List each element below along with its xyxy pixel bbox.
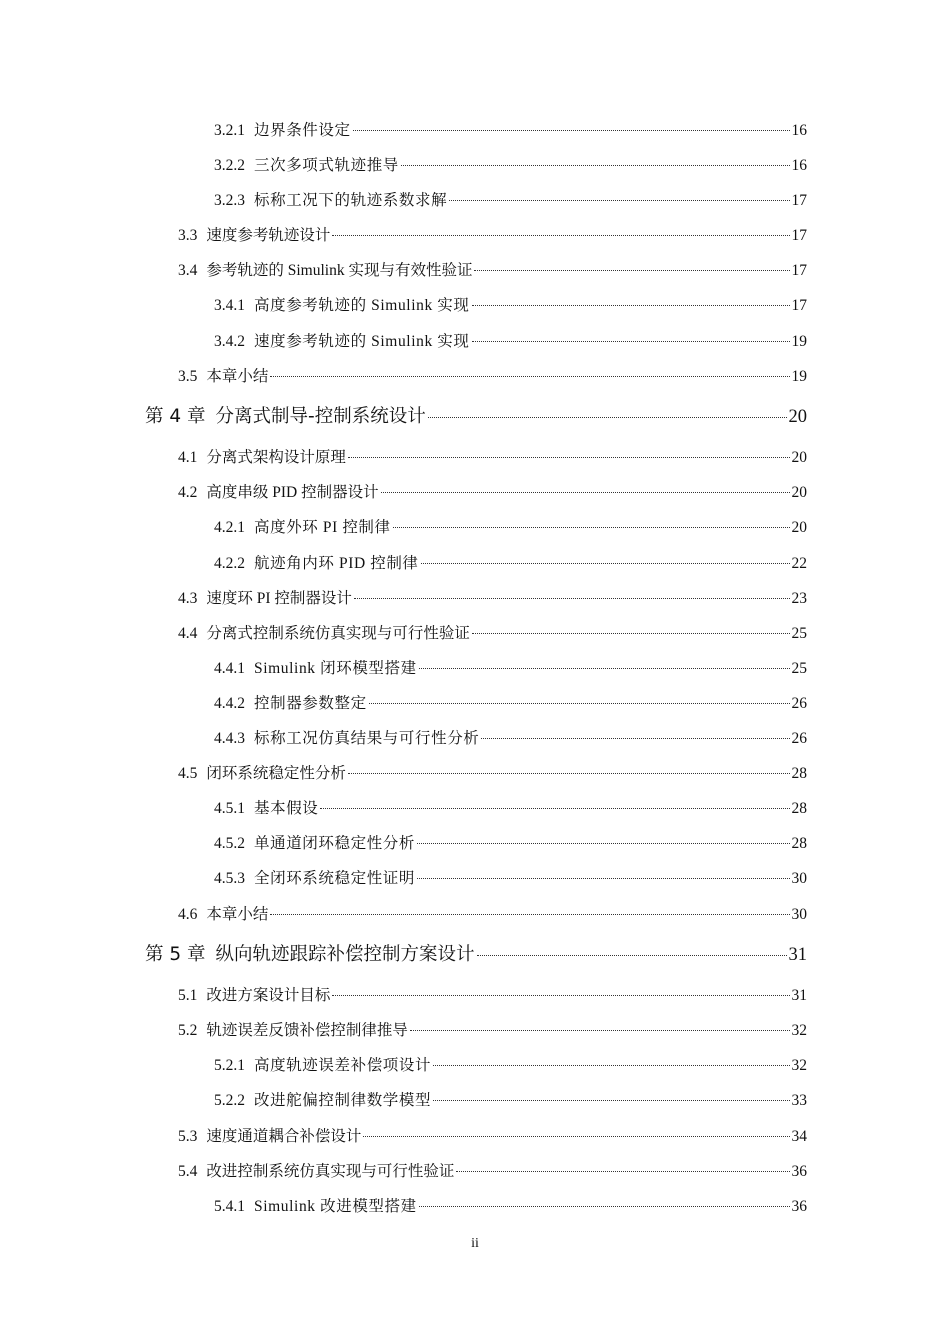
toc-section-entry[interactable]	[178, 761, 807, 783]
toc-entry-page: 26	[791, 730, 807, 747]
toc-chapter-entry[interactable]	[145, 402, 807, 428]
toc-entry-page: 17	[791, 227, 807, 244]
toc-section-entry[interactable]	[214, 551, 807, 573]
toc-dot-leader	[363, 1136, 789, 1137]
toc-entry-title: 高度外环 PI 控制律	[254, 519, 391, 536]
toc-entry-title: 标称工况仿真结果与可行性分析	[254, 730, 480, 747]
toc-section-entry[interactable]	[214, 329, 807, 351]
toc-entry-page: 31	[791, 987, 807, 1004]
toc-entry-number: 4.5.1	[214, 800, 245, 817]
toc-entry-number: 5.1	[178, 987, 198, 1004]
toc-entry-page: 20	[791, 449, 807, 466]
toc-dot-leader	[332, 995, 789, 996]
toc-entry-number: 5.3	[178, 1128, 198, 1145]
toc-dot-leader	[401, 165, 790, 166]
toc-dot-leader	[410, 1030, 790, 1031]
toc-entry-page: 19	[791, 368, 807, 385]
toc-entry-page: 36	[791, 1163, 807, 1180]
toc-section-entry[interactable]	[178, 258, 807, 280]
toc-entry-number: 5.4	[178, 1163, 198, 1180]
toc-entry-page: 19	[791, 333, 807, 350]
toc-dot-leader	[472, 305, 790, 306]
toc-section-entry[interactable]	[214, 515, 807, 537]
toc-section-entry[interactable]	[178, 223, 807, 245]
toc-dot-leader	[270, 376, 789, 377]
toc-entry-title: 纵向轨迹跟踪补偿控制方案设计	[215, 944, 475, 965]
toc-dot-leader	[320, 808, 789, 809]
toc-dot-leader	[417, 843, 789, 844]
toc-chapter-entry[interactable]	[145, 940, 807, 966]
toc-entry-page: 20	[791, 519, 807, 536]
toc-entry-number: 4.4	[178, 625, 198, 642]
toc-entry-title: 三次多项式轨迹推导	[254, 157, 399, 174]
toc-section-entry[interactable]	[214, 691, 807, 713]
toc-section-entry[interactable]	[214, 866, 807, 888]
toc-entry-title: 分离式控制系统仿真实现与可行性验证	[206, 625, 470, 642]
toc-section-entry[interactable]	[178, 364, 807, 386]
toc-entry-number: 3.4.1	[214, 297, 245, 314]
toc-entry-page: 20	[791, 484, 807, 501]
toc-dot-leader	[393, 527, 790, 528]
toc-dot-leader	[449, 200, 789, 201]
toc-entry-number: 3.2.2	[214, 157, 245, 174]
toc-entry-title: 速度参考轨迹的 Simulink 实现	[254, 333, 470, 350]
toc-section-entry[interactable]	[178, 586, 807, 608]
toc-entry-page: 25	[791, 625, 807, 642]
toc-entry-number: 4.2	[178, 484, 198, 501]
toc-entry-page: 34	[791, 1128, 807, 1145]
toc-dot-leader	[348, 773, 790, 774]
toc-entry-number: 4.4.1	[214, 660, 245, 677]
toc-entry-page: 33	[791, 1092, 807, 1109]
toc-entry-page: 36	[791, 1198, 807, 1215]
toc-entry-number: 5.2.2	[214, 1092, 245, 1109]
toc-entry-title: 高度串级 PID 控制器设计	[206, 484, 379, 501]
toc-entry-number: 第 5 章	[145, 944, 206, 965]
toc-entry-number: 3.2.1	[214, 122, 245, 139]
toc-dot-leader	[369, 703, 790, 704]
toc-section-entry[interactable]	[214, 1194, 807, 1216]
toc-entry-page: 23	[791, 590, 807, 607]
toc-entry-number: 3.3	[178, 227, 198, 244]
toc-entry-number: 5.2	[178, 1022, 198, 1039]
toc-entry-title: 航迹角内环 PID 控制律	[254, 555, 419, 572]
toc-entry-title: 改进舵偏控制律数学模型	[254, 1092, 432, 1109]
toc-entry-title: 基本假设	[254, 800, 319, 817]
toc-section-entry[interactable]	[214, 153, 807, 175]
toc-entry-page: 17	[791, 262, 807, 279]
toc-entry-title: 改进方案设计目标	[206, 987, 331, 1004]
toc-entry-page: 32	[791, 1022, 807, 1039]
toc-dot-leader	[417, 878, 789, 879]
toc-entry-page: 16	[791, 157, 807, 174]
toc-entry-number: 3.4	[178, 262, 198, 279]
toc-dot-leader	[472, 633, 790, 634]
toc-section-entry[interactable]	[214, 1088, 807, 1110]
toc-entry-title: 单通道闭环稳定性分析	[254, 835, 416, 852]
toc-dot-leader	[353, 130, 790, 131]
toc-dot-leader	[270, 914, 789, 915]
toc-entry-title: 高度参考轨迹的 Simulink 实现	[254, 297, 470, 314]
toc-entry-page: 20	[788, 407, 807, 427]
toc-dot-leader	[381, 492, 790, 493]
toc-dot-leader	[419, 668, 790, 669]
toc-entry-title: 轨迹误差反馈补偿控制律推导	[206, 1022, 408, 1039]
toc-dot-leader	[433, 1100, 789, 1101]
toc-dot-leader	[348, 457, 790, 458]
toc-dot-leader	[332, 235, 789, 236]
toc-entry-page: 28	[791, 800, 807, 817]
toc-entry-title: Simulink 闭环模型搭建	[254, 660, 417, 677]
toc-entry-title: 参考轨迹的 Simulink 实现与有效性验证	[206, 262, 473, 279]
toc-section-entry[interactable]	[214, 796, 807, 818]
toc-entry-number: 4.5.2	[214, 835, 245, 852]
toc-dot-leader	[421, 563, 790, 564]
toc-entry-page: 32	[791, 1057, 807, 1074]
toc-dot-leader	[433, 1065, 789, 1066]
toc-entry-number: 4.4.3	[214, 730, 245, 747]
toc-dot-leader	[419, 1206, 790, 1207]
toc-entry-number: 5.4.1	[214, 1198, 245, 1215]
toc-dot-leader	[474, 270, 789, 271]
toc-section-entry[interactable]	[178, 1018, 807, 1040]
toc-entry-number: 4.5	[178, 765, 198, 782]
toc-section-entry[interactable]	[178, 1159, 807, 1181]
toc-section-entry[interactable]	[214, 1053, 807, 1075]
toc-entry-number: 4.6	[178, 906, 198, 923]
toc-entry-page: 17	[791, 297, 807, 314]
toc-entry-title: 高度轨迹误差补偿项设计	[254, 1057, 432, 1074]
toc-dot-leader	[354, 598, 790, 599]
toc-entry-page: 16	[791, 122, 807, 139]
toc-entry-number: 4.4.2	[214, 695, 245, 712]
toc-entry-title: 本章小结	[206, 906, 269, 923]
toc-entry-number: 第 4 章	[145, 406, 206, 427]
toc-entry-title: 分离式架构设计原理	[206, 449, 346, 466]
toc-entry-page: 17	[791, 192, 807, 209]
toc-entry-title: 标称工况下的轨迹系数求解	[254, 192, 448, 209]
toc-entry-title: 速度通道耦合补偿设计	[206, 1128, 362, 1145]
toc-entry-title: 控制器参数整定	[254, 695, 367, 712]
toc-section-entry[interactable]	[178, 1124, 807, 1146]
toc-entry-page: 22	[791, 555, 807, 572]
toc-entry-title: 速度参考轨迹设计	[206, 227, 331, 244]
toc-entry-page: 28	[791, 835, 807, 852]
toc-dot-leader	[428, 417, 787, 418]
toc-entry-title: 边界条件设定	[254, 122, 351, 139]
toc-entry-page: 28	[791, 765, 807, 782]
toc-entry-page: 25	[791, 660, 807, 677]
toc-entry-title: 改进控制系统仿真实现与可行性验证	[206, 1163, 455, 1180]
toc-entry-number: 4.1	[178, 449, 198, 466]
toc-dot-leader	[481, 738, 789, 739]
toc-dot-leader	[456, 1171, 789, 1172]
toc-entry-number: 3.2.3	[214, 192, 245, 209]
toc-entry-title: 分离式制导-控制系统设计	[215, 406, 426, 427]
page-number: ii	[471, 1236, 479, 1251]
toc-dot-leader	[477, 955, 787, 956]
toc-entry-page: 30	[791, 906, 807, 923]
toc-entry-page: 31	[788, 945, 807, 965]
toc-entry-page: 26	[791, 695, 807, 712]
toc-entry-title: 速度环 PI 控制器设计	[206, 590, 352, 607]
toc-section-entry[interactable]	[178, 445, 807, 467]
toc-section-entry[interactable]	[178, 621, 807, 643]
toc-section-entry[interactable]	[178, 983, 807, 1005]
toc-section-entry[interactable]	[214, 293, 807, 315]
toc-entry-number: 4.2.1	[214, 519, 245, 536]
toc-entry-title: Simulink 改进模型搭建	[254, 1198, 417, 1215]
toc-section-entry[interactable]	[214, 118, 807, 140]
toc-section-entry[interactable]	[178, 902, 807, 924]
toc-entry-number: 4.3	[178, 590, 198, 607]
toc-section-entry[interactable]	[178, 480, 807, 502]
toc-entry-title: 闭环系统稳定性分析	[206, 765, 346, 782]
toc-section-entry[interactable]	[214, 831, 807, 853]
toc-section-entry[interactable]	[214, 188, 807, 210]
toc-entry-page: 30	[791, 870, 807, 887]
toc-entry-number: 4.2.2	[214, 555, 245, 572]
toc-entry-number: 3.4.2	[214, 333, 245, 350]
toc-entry-title: 全闭环系统稳定性证明	[254, 870, 416, 887]
toc-section-entry[interactable]	[214, 656, 807, 678]
toc-entry-number: 4.5.3	[214, 870, 245, 887]
toc-entry-number: 3.5	[178, 368, 198, 385]
toc-entry-number: 5.2.1	[214, 1057, 245, 1074]
toc-entry-title: 本章小结	[206, 368, 269, 385]
toc-section-entry[interactable]	[214, 726, 807, 748]
toc-dot-leader	[472, 341, 790, 342]
